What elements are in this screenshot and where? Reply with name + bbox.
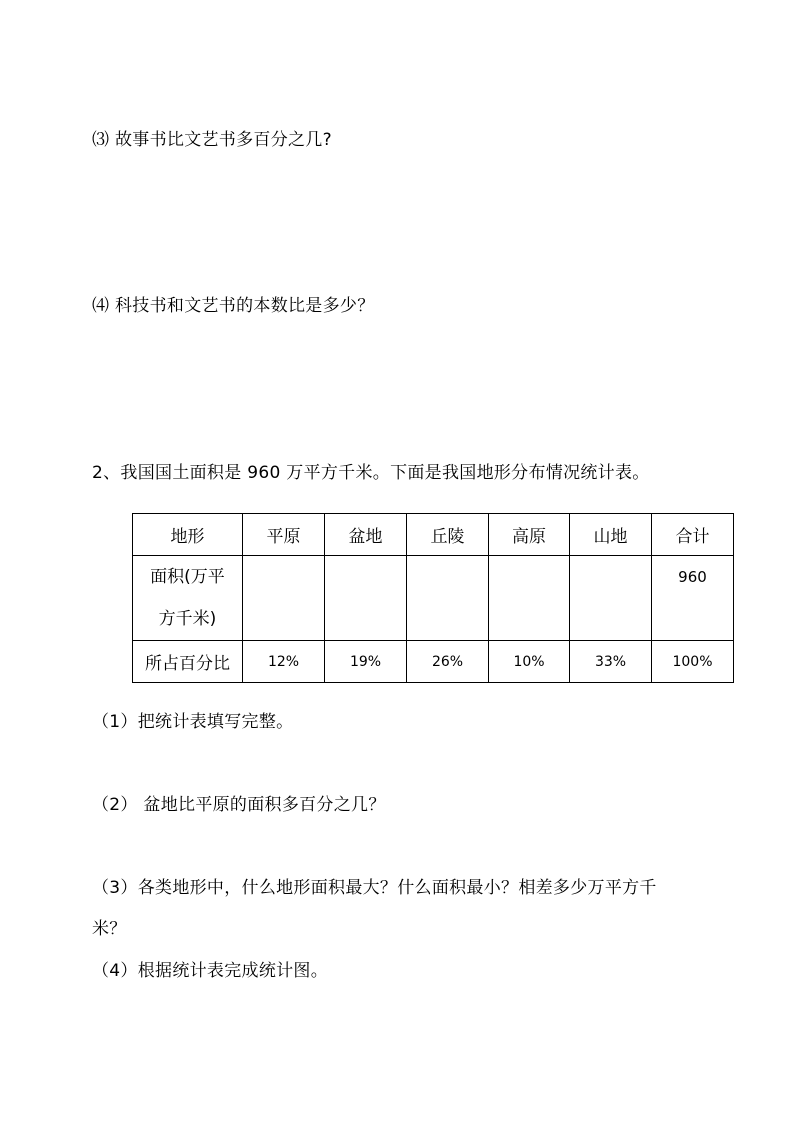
sub-question-1: （1）把统计表填写完整。 (92, 712, 294, 732)
header-cell-plateau: 高原 (489, 514, 570, 556)
table-area-row (133, 556, 734, 641)
percent-cell-plateau: 10% (489, 641, 570, 683)
area-cell-plain (243, 556, 325, 641)
question-4-text: ⑷ 科技书和文艺书的本数比是多少？ (92, 296, 375, 316)
sub-question-4: （4）根据统计表完成统计图。 (92, 961, 329, 981)
sub-question-3-line1: （3）各类地形中，什么地形面积最大？什么面积最小？相差多少万平方千 (92, 878, 657, 898)
sub-question-3-line2: 米？ (92, 919, 127, 939)
percent-cell-plain: 12% (243, 641, 325, 683)
percent-cell-basin: 19% (325, 641, 407, 683)
percent-row-label: 所占百分比 (133, 641, 243, 683)
header-cell-total: 合计 (652, 514, 734, 556)
header-cell-hills: 丘陵 (407, 514, 489, 556)
problem-2-intro: 2、我国国土面积是 960 万平方千米。下面是我国地形分布情况统计表。 (92, 463, 650, 483)
area-cell-hills (407, 556, 489, 641)
area-cell-total: 960 (652, 556, 734, 641)
header-cell-terrain: 地形 (133, 514, 243, 556)
percent-cell-mountain: 33% (570, 641, 652, 683)
area-row-label (133, 556, 243, 641)
percent-cell-hills: 26% (407, 641, 489, 683)
header-cell-plain: 平原 (243, 514, 325, 556)
question-3-text: ⑶ 故事书比文艺书多百分之几? (92, 130, 332, 150)
area-cell-mountain (570, 556, 652, 641)
area-row-label-line1: 面积(万平 (150, 567, 225, 587)
table-percent-row (133, 641, 734, 683)
percent-cell-total: 100% (652, 641, 734, 683)
area-row-label-line2: 方千米) (158, 609, 217, 629)
table-header-row (133, 514, 734, 556)
terrain-statistics-table (132, 513, 734, 683)
header-cell-mountain: 山地 (570, 514, 652, 556)
area-cell-plateau (489, 556, 570, 641)
header-cell-basin: 盆地 (325, 514, 407, 556)
sub-question-2: （2） 盆地比平原的面积多百分之几？ (92, 795, 386, 815)
area-cell-basin (325, 556, 407, 641)
